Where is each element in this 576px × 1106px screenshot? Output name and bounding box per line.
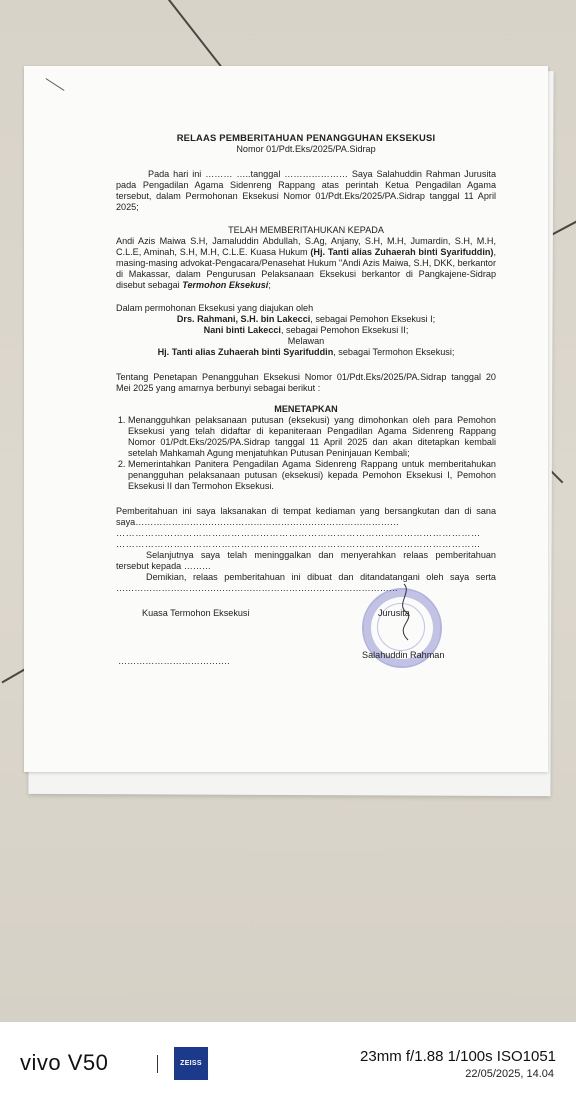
kepada-heading: TELAH MEMBERITAHUKAN KEPADA [228,225,384,235]
termohon-role: , sebagai Termohon Eksekusi; [333,347,455,357]
document-number: Nomor 01/Pdt.Eks/2025/PA.Sidrap [236,144,376,154]
dotted-line: …………………………………………………………………………………………………… [116,539,481,549]
pemohon-1 [116,314,496,325]
kepada-bold: (Hj. Tanti alias Zuhaerah binti Syarifuddin) [310,247,494,257]
opening-paragraph: Pada hari ini ……… …..tanggal ………………… Saya Salahuddin Rahman Jurusita pada Pengadilan Agama Sidenreng Rappang atas perintah Ketua Pengadilan Agama tersebut, dalam Permohonan Eksekusi Nomor 01/Pdt.Eks/2025/PA.Sidrap tanggal 11 April 2025; [116,169,496,212]
pemohon-2 [116,325,496,336]
kepada-italic: Termohon Eksekusi [182,280,269,290]
signature-block [116,608,496,668]
termohon-name: Hj. Tanti alias Zuhaerah binti Syarifuddin [157,347,334,357]
pemohon-1-name: Drs. Rahmani, S.H. bin Lakecci [176,314,311,324]
signature-dots: ………………………………. [118,656,230,666]
menetapkan-heading: MENETAPKAN [274,404,338,414]
melawan-label: Melawan [287,336,325,346]
diajukan-line: Dalam permohonan Eksekusi yang diajukan oleh [116,303,314,313]
watermark-divider [157,1055,158,1073]
zeiss-logo: ZEISS [174,1047,208,1080]
kepada-text-1: Andi Azis Maiwa S.H, Jamaluddin Abdullah, S.Ag, Anjany, S.H, M.H, Jumardin, S.H, M.H, C.L.E, Aminah, S.H, M.H, C.L.E. Kuasa Hukum [116,236,496,257]
pemohon-2-role: , sebagai Pemohon Eksekusi II; [280,325,409,335]
kepada-text-end: ; [268,280,271,290]
termohon [116,347,496,358]
pemohon-1-role: , sebagai Pemohon Eksekusi I; [310,314,436,324]
kepada-text-2: , masing-masing advokat-Pengacara/Penasehat Hukum "Andi Azis Maiwa, S.H, DKK, berkantor di Makassar, dalam Pengurusan Pelaksanaan Eksekusi berkantor di Pangkajene-Sidrap disebut sebagai [116,247,496,290]
photo-timestamp: 22/05/2025, 14.04 [465,1068,554,1080]
jurusita-name: Salahuddin Rahman [362,650,445,660]
ruling-item: 1. Menangguhkan pelaksanaan putusan (eksekusi) yang dimohonkan oleh para Pemohon Eksekusi yang telah didaftar di kepaniteraan Pengadilan Agama Sidenreng Rappang Nomor 01/Pdt.Eks/2025/PA.Sidrap tanggal 11 April 2025 dan akan ditetapkan kembali setelah Mahkamah Agung menjatuhkan Putusan Peninjauan Kembali; [128,415,496,459]
jurusita-label: Jurusita [378,608,410,618]
demikian-paragraph: Demikian, relaas pemberitahuan ini dibuat dan ditandatangani oleh saya serta ………………………………………………………………………………… [116,572,496,593]
pemberitahuan-paragraph: Pemberitahuan ini saya laksanakan di tempat kediaman yang bersangkutan dan di sana saya…………………………………………………………………………… [116,506,496,527]
kepada-paragraph [116,236,496,291]
camera-brand: vivo V50 [20,1050,109,1075]
pencil-mark [46,78,65,91]
kuasa-label: Kuasa Termohon Eksekusi [142,608,250,618]
selanjutnya-paragraph: Selanjutnya saya telah meninggalkan dan menyerahkan relaas pemberitahuan tersebut kepada ……… [116,550,496,571]
ruling-list [116,415,496,492]
ruling-item: 2. Memerintahkan Panitera Pengadilan Agama Sidenreng Rappang untuk memberitahukan penangguhan pelaksanaan putusan (eksekusi) kepada Pemohon Eksekusi I, Pemohon Eksekusi II dan Termohon Eksekusi. [128,459,496,492]
document-title: RELAAS PEMBERITAHUAN PENANGGUHAN EKSEKUSI [176,132,436,143]
dotted-line: …………………………………………………………………………………………………… [116,528,481,538]
document-paper [24,66,548,772]
document-body [116,132,496,668]
pemohon-2-name: Nani binti Lakecci [203,325,281,335]
camera-exif: 23mm f/1.88 1/100s ISO1051 [360,1048,556,1065]
penetapan-paragraph: Tentang Penetapan Penangguhan Eksekusi Nomor 01/Pdt.Eks/2025/PA.Sidrap tanggal 20 Mei 2025 yang amarnya berbunyi sebagai berikut : [116,372,496,393]
